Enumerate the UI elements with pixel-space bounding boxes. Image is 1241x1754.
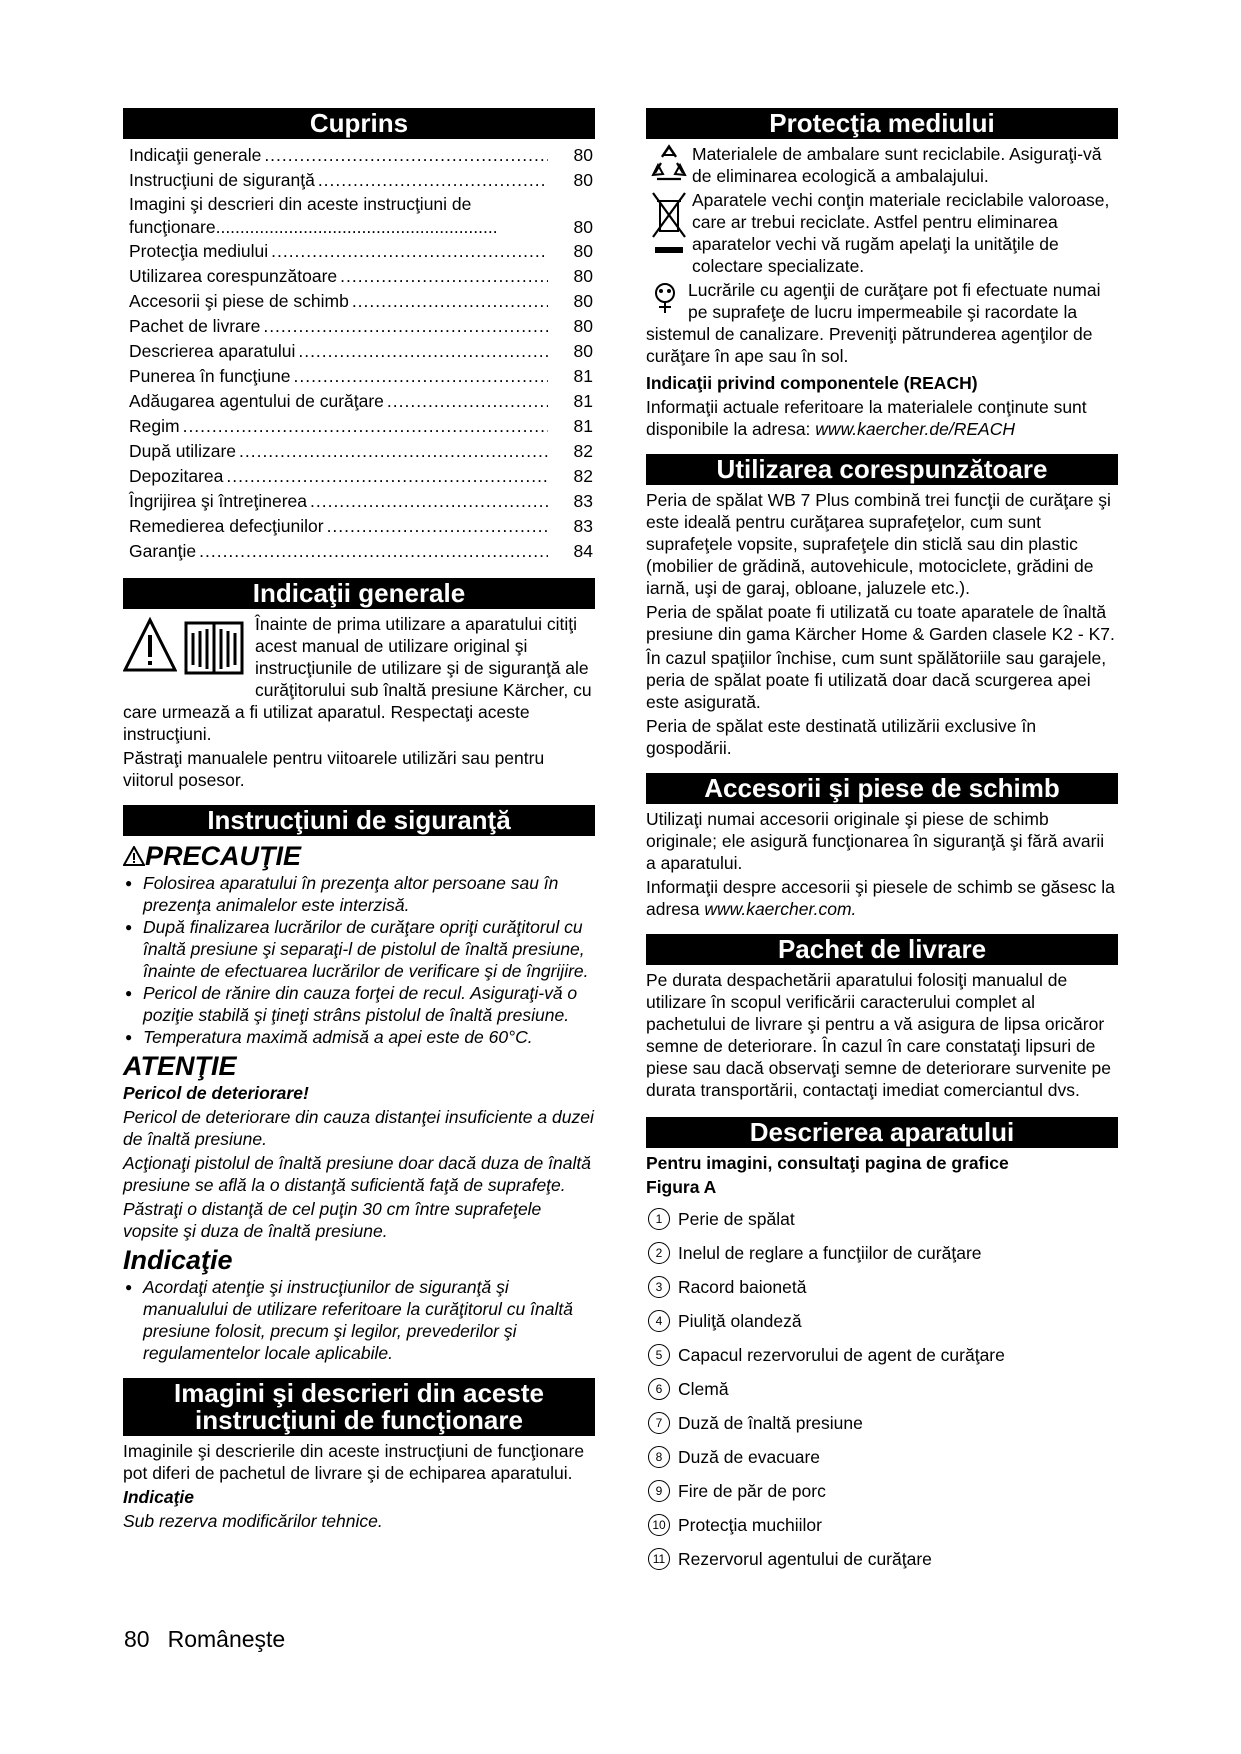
usage-paragraph: În cazul spaţiilor închise, cum sunt spălătoriile sau garajele, peria de spălat poate fi utilizată doar dacă scurgerea apei este asigurată. bbox=[646, 648, 1107, 712]
part-number: 8 bbox=[648, 1446, 670, 1468]
warning-manual-icons bbox=[123, 617, 251, 683]
toc-item[interactable]: Descrierea aparatului ..... 80 bbox=[123, 339, 595, 364]
left-column bbox=[123, 108, 595, 1534]
part-number: 4 bbox=[648, 1310, 670, 1332]
general-paragraph-2: Păstraţi manualele pentru viitoarele utilizări sau pentru viitorul posesor. bbox=[123, 748, 545, 790]
part-number: 10 bbox=[648, 1514, 670, 1536]
toc-item[interactable]: Instrucţiuni de siguranţă ..... 80 bbox=[123, 168, 595, 193]
part-item: 2 Inelul de reglare a funcţiilor de curăţare bbox=[646, 1236, 1118, 1270]
reach-title: Indicaţii privind componentele (REACH) bbox=[646, 373, 978, 393]
usage-heading: Utilizarea corespunzătoare bbox=[646, 454, 1118, 485]
part-item: 3 Racord baionetă bbox=[646, 1270, 1118, 1304]
part-number: 7 bbox=[648, 1412, 670, 1434]
part-number: 9 bbox=[648, 1480, 670, 1502]
toc-item[interactable]: Depozitarea ..... 82 bbox=[123, 464, 595, 489]
caution-item: ● După finalizarea lucrărilor de curăţare opriţi curăţitorul cu înaltă presiune şi separaţi-l de pistolul de înaltă presiune, înainte de efectuarea lucrărilor de verificare şi de îngrijire. bbox=[123, 916, 595, 982]
figure-label: Figura A bbox=[646, 1177, 717, 1197]
toc-item[interactable]: Punerea în funcţiune ..... 81 bbox=[123, 364, 595, 389]
attention-paragraph: Acţionaţi pistolul de înaltă presiune doar dacă duza de înaltă presiune se află la o distanţă suficientă faţă de suprafeţe. bbox=[123, 1153, 591, 1195]
toc-item[interactable]: Îngrijirea şi întreţinerea ..... 83 bbox=[123, 489, 595, 514]
env-cleaning-agents: Lucrările cu agenţii de curăţare pot fi efectuate numai pe suprafeţe de lucru impermeabile şi racordate la sistemul de canalizare. Preveniţi pătrunderea agenţilor de curăţare în ape sau în sol. bbox=[646, 280, 1101, 366]
toc-item[interactable]: Indicaţii generale ..... 80 bbox=[123, 143, 595, 168]
attention-subtitle: Pericol de deteriorare! bbox=[123, 1083, 309, 1103]
part-item: 1 Perie de spălat bbox=[646, 1202, 1118, 1236]
part-number: 3 bbox=[648, 1276, 670, 1298]
general-intro bbox=[123, 613, 595, 747]
caution-title: PRECAUŢIE bbox=[123, 840, 595, 872]
part-item: 8 Duză de evacuare bbox=[646, 1440, 1118, 1474]
images-heading: Imagini şi descrieri din aceste instrucţiuni de funcţionare bbox=[123, 1378, 595, 1436]
part-item: 4 Piuliţă olandeză bbox=[646, 1304, 1118, 1338]
toc-heading: Cuprins bbox=[123, 108, 595, 139]
toc-item[interactable]: După utilizare ..... 82 bbox=[123, 439, 595, 464]
usage-paragraph: Peria de spălat poate fi utilizată cu toate aparatele de înaltă presiune din gama Kärcher Home & Garden clasele K2 - K7. bbox=[646, 602, 1115, 644]
reach-link[interactable]: www.kaercher.de/REACH bbox=[815, 419, 1015, 439]
description-intro: Pentru imagini, consultaţi pagina de grafice bbox=[646, 1153, 1009, 1173]
toc-item[interactable]: Adăugarea agentului de curăţare ..... 81 bbox=[123, 389, 595, 414]
note-title: Indicaţie bbox=[123, 1245, 233, 1275]
toc-item[interactable]: Protecţia mediului ..... 80 bbox=[123, 239, 595, 264]
part-item: 11 Rezervorul agentului de curăţare bbox=[646, 1542, 1118, 1576]
toc-item[interactable]: Pachet de livrare ..... 80 bbox=[123, 314, 595, 339]
delivery-paragraph: Pe durata despachetării aparatului folosiţi manualul de utilizare în scopul verificării caracterului complet al pachetului de livrare şi pentru a vă asigura de lipsa oricăror semne de deteriorare. În cazul în care constataţi lipsuri de piese sau dacă observaţi semne de deteriorare survenite pe durata transportării, contactaţi imediat comerciantul dvs. bbox=[646, 970, 1111, 1100]
toc-item[interactable]: Garanţie ..... 84 bbox=[123, 539, 595, 564]
part-item: 7 Duză de înaltă presiune bbox=[646, 1406, 1118, 1440]
warning-small-icon bbox=[123, 846, 145, 866]
page-footer bbox=[124, 1626, 303, 1653]
toc-item[interactable]: Remedierea defecţiunilor ..... 83 bbox=[123, 514, 595, 539]
general-heading: Indicaţii generale bbox=[123, 578, 595, 609]
usage-paragraph: Peria de spălat WB 7 Plus combină trei funcţii de curăţare şi este ideală pentru curăţarea suprafeţelor, cum sunt suprafeţele vopsite, suprafeţele din sticlă sau din plastic (mobilier de grădină, autovehicule, motociclete, grădini de iarnă, uşi de garaj, obloane, jaluzele etc.). bbox=[646, 490, 1111, 598]
caution-item: ● Pericol de rănire din cauza forţei de recul. Asiguraţi-vă o poziţie stabilă şi ţineţi strâns pistolul de înaltă presiune. bbox=[123, 982, 595, 1026]
images-paragraph: Imaginile şi descrierile din aceste instrucţiuni de funcţionare pot diferi de pachetul de livrare şi de echiparea aparatului. bbox=[123, 1441, 585, 1483]
language-label: Româneşte bbox=[167, 1626, 286, 1652]
attention-paragraph: Păstraţi o distanţă de cel puţin 30 cm între suprafeţele vopsite şi duza de înaltă presiune. bbox=[123, 1199, 542, 1241]
kaercher-link[interactable]: www.kaercher.com. bbox=[704, 899, 857, 919]
caution-item: ● Temperatura maximă admisă a apei este de 60°C. bbox=[123, 1026, 595, 1048]
part-number: 6 bbox=[648, 1378, 670, 1400]
images-note-text: Sub rezerva modificărilor tehnice. bbox=[123, 1511, 383, 1531]
part-number: 5 bbox=[648, 1344, 670, 1366]
delivery-heading: Pachet de livrare bbox=[646, 934, 1118, 965]
part-item: 10 Protecţia muchiilor bbox=[646, 1508, 1118, 1542]
attention-paragraph: Pericol de deteriorare din cauza distanţei insuficiente a duzei de înaltă presiune. bbox=[123, 1107, 594, 1149]
toc-item[interactable]: Utilizarea corespunzătoare ..... 80 bbox=[123, 264, 595, 289]
recycle-icon bbox=[649, 143, 689, 185]
page-number: 80 bbox=[124, 1626, 150, 1652]
warning-icon bbox=[123, 617, 177, 673]
part-number: 2 bbox=[648, 1242, 670, 1264]
part-item: 5 Capacul rezervorului de agent de curăţare bbox=[646, 1338, 1118, 1372]
environment-heading: Protecţia mediului bbox=[646, 108, 1118, 139]
part-number: 1 bbox=[648, 1208, 670, 1230]
parts-list bbox=[646, 1202, 1118, 1576]
accessories-paragraph: Informaţii despre accesorii şi piesele de schimb se găsesc la adresa www.kaercher.com. bbox=[646, 877, 1115, 919]
right-column bbox=[646, 108, 1118, 1576]
accessories-heading: Accesorii şi piese de schimb bbox=[646, 773, 1118, 804]
part-item: 9 Fire de păr de porc bbox=[646, 1474, 1118, 1508]
crossed-bin-icon bbox=[649, 189, 689, 261]
description-heading: Descrierea aparatului bbox=[646, 1117, 1118, 1148]
reach-text: Informaţii actuale referitoare la materialele conţinute sunt disponibile la adresa: www.kaercher.de/REACH bbox=[646, 397, 1087, 439]
environment-tree-icon bbox=[648, 281, 682, 315]
toc-list bbox=[123, 143, 595, 564]
caution-item: ● Folosirea aparatului în prezenţa altor persoane sau în prezenţa animalelor este interzisă. bbox=[123, 872, 595, 916]
part-number: 11 bbox=[648, 1548, 670, 1570]
general-paragraph-1: Înainte de prima utilizare a aparatului citiţi acest manual de utilizare original şi instrucţiunile de utilizare şi de siguranţă ale curăţitorului sub înaltă presiune Kärcher, cu care urmează a fi utilizat aparatul. Respectaţi aceste instrucţiuni. bbox=[123, 614, 592, 744]
safety-heading: Instrucţiuni de siguranţă bbox=[123, 805, 595, 836]
toc-item[interactable]: Imagini şi descrieri din aceste instrucţiuni de funcţionare.......................................................... 80 bbox=[129, 194, 593, 237]
note-item: ● Acordaţi atenţie şi instrucţiunilor de siguranţă şi manualului de utilizare referitoare la curăţitorul cu înaltă presiune folosit, precum şi legilor, prevederilor şi regulamentelor locale aplicabile. bbox=[123, 1276, 595, 1364]
manual-book-icon bbox=[183, 617, 245, 677]
env-old-appliances: Aparatele vechi conţin materiale reciclabile valoroase, care ar trebui reciclate. Astfel pentru eliminarea aparatelor vechi vă rugăm apelaţi la unităţile de colectare specializate. bbox=[646, 189, 1118, 279]
env-packaging: Materialele de ambalare sunt reciclabile. Asiguraţi-vă de eliminarea ecologică a ambalajului. bbox=[646, 143, 1118, 189]
part-item: 6 Clemă bbox=[646, 1372, 1118, 1406]
toc-item[interactable]: Accesorii şi piese de schimb ..... 80 bbox=[123, 289, 595, 314]
toc-item[interactable]: Regim ..... 81 bbox=[123, 414, 595, 439]
attention-title: ATENŢIE bbox=[123, 1051, 237, 1081]
images-note-title: Indicaţie bbox=[123, 1487, 194, 1507]
accessories-paragraph: Utilizaţi numai accesorii originale şi piese de schimb originale; ele asigură funcţionarea în siguranţă şi fără avarii a aparatului. bbox=[646, 809, 1105, 873]
usage-paragraph: Peria de spălat este destinată utilizării exclusive în gospodării. bbox=[646, 716, 1037, 758]
